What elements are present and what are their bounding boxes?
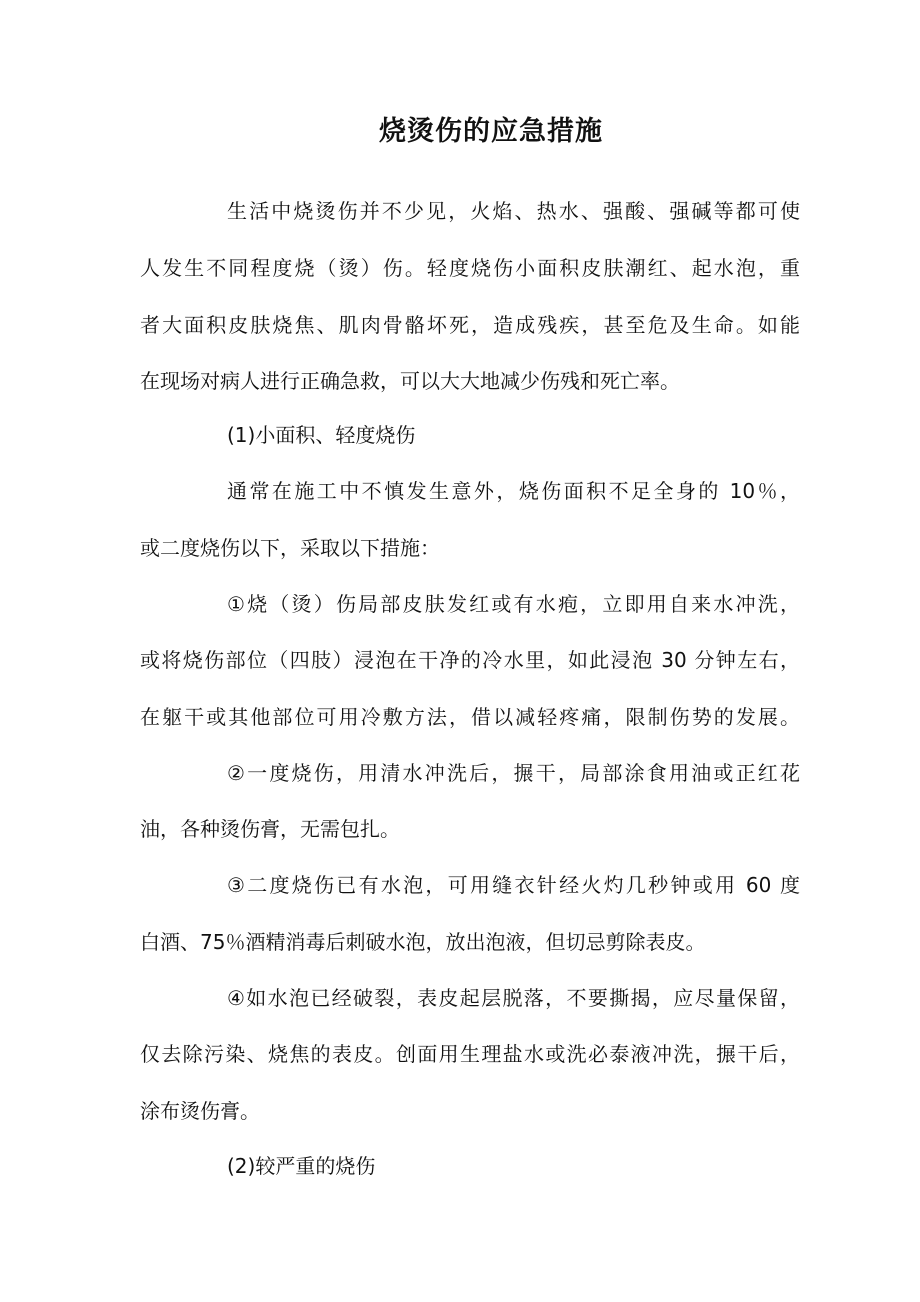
paragraph-line: 生活中烧烫伤并不少见，火焰、热水、强酸、强碱等都可使 [227,199,800,223]
paragraph-line: 在现场对病人进行正确急救，可以大大地减少伤残和死亡率。 [140,369,680,393]
paragraph-line: 或二度烧伤以下，采取以下措施： [140,536,440,560]
paragraph-line: 仅去除污染、烧焦的表皮。创面用生理盐水或洗必泰液冲洗，搌干后， [140,1042,800,1066]
paragraph-line: ③二度烧伤已有水泡，可用缝衣针经火灼几秒钟或用 60 度 [227,873,800,897]
paragraph-line: 涂布烫伤膏。 [140,1099,260,1123]
document-title: 烧烫伤的应急措施 [379,116,603,147]
section-heading: (2)较严重的烧伤 [227,1154,376,1178]
paragraph-line: ②一度烧伤，用清水冲洗后，搌干，局部涂食用油或正红花 [227,761,800,785]
paragraph-line: 白酒、75％酒精消毒后刺破水泡，放出泡液，但切忌剪除表皮。 [140,930,706,954]
paragraph-line: ①烧（烫）伤局部皮肤发红或有水疱，立即用自来水冲洗， [227,592,800,616]
paragraph-line: 或将烧伤部位（四肢）浸泡在干净的冷水里，如此浸泡 30 分钟左右， [140,648,800,672]
paragraph-line: 人发生不同程度烧（烫）伤。轻度烧伤小面积皮肤潮红、起水泡，重 [140,256,800,280]
paragraph-line: 油，各种烫伤膏，无需包扎。 [140,817,400,841]
paragraph-line: 通常在施工中不慎发生意外，烧伤面积不足全身的 10％， [227,479,800,503]
paragraph-line: ④如水泡已经破裂，表皮起层脱落，不要撕揭，应尽量保留， [227,986,800,1010]
paragraph-line: 者大面积皮肤烧焦、肌肉骨骼坏死，造成残疾，甚至危及生命。如能 [140,313,800,337]
section-heading: (1)小面积、轻度烧伤 [227,423,416,447]
paragraph-line: 在躯干或其他部位可用冷敷方法，借以减轻疼痛，限制伤势的发展。 [140,705,800,729]
